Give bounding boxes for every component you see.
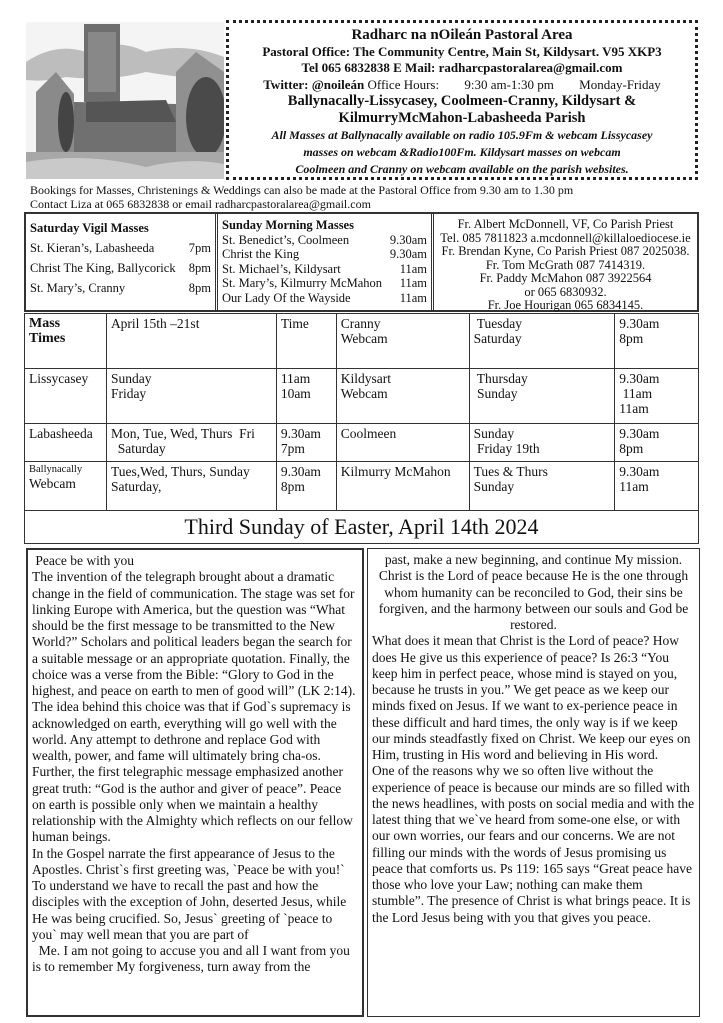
bookings-line-2: Contact Liza at 065 6832838 or email radharcpastoralarea@gmail.com (30, 197, 371, 211)
clergy-contacts-box (434, 214, 697, 310)
sunday-mass-item (222, 291, 427, 306)
bookings-line-1: Bookings for Masses, Christenings & Weddings can also be made at the Pastoral Office from 9.30 am to 1.30 pm (30, 183, 574, 197)
saturday-vigil-list (30, 238, 211, 298)
left-location-cell (25, 314, 107, 369)
mass-times (619, 371, 694, 416)
location-name-line: Coolmeen (340, 426, 397, 441)
mass-time: 11am (399, 290, 427, 305)
left-location-cell (25, 369, 107, 424)
left-location-cell (25, 424, 107, 462)
right-times-cell (615, 369, 699, 424)
sunday-mass-item (222, 247, 427, 262)
mass-days-line: Sunday (473, 386, 518, 401)
reflection-paragraph: The invention of the telegraph brought about a dramatic change in the field of communication. The stage was set for linking Europe with America, but the question was “What should be the first message to be transmitted to the New World?” Scholars and political leaders began the search for a suitable message or an appropriate quotation. Finally, the choice was a verse from the Bible: “Glory to God in the highest, and peace on earth to men of good will” (LK 2:14). The idea behind this choice was that if God`s supremacy is acknowledged on earth, everything will go well with the world. Any attempt to dethrone and replace God with wealth, power, and fame will ultimately bring cha-os. Further, the first telegraphic message emphasized another great truth: “God is the author and giver of peace”. Peace on earth is possible only when we maintain a healthy relationship with the Almighty which reflects on our fellow human beings. (32, 569, 359, 845)
church-name: St. Mary’s, Cranny (30, 281, 126, 295)
mass-times (619, 464, 694, 494)
clergy-line: Tel. 085 7811823 a.mcdonnell@killaloediocese.ie (440, 230, 691, 245)
location-name (341, 426, 465, 441)
location-name: Labasheeda (29, 426, 93, 441)
left-days-cell (106, 462, 276, 511)
mass-days-line: Tuesday (473, 316, 523, 331)
reflection-paragraph: One of the reasons why we so often live without the experience of peace is because our minds are so filled with the news headlines, with posts on social media and with the latest thing that we`ve heard from some-one else, or with our own worries, our fears and our concerns. We are not filling our minds with the words of Jesus promising us peace that comforts us. Ps 119: 165 says “Great peace have those who love your Law; nothing can make them stumble”. The presence of Christ is what brings peace. It is the Lord Jesus being with you that gives you peace. (372, 763, 695, 925)
pastoral-header (226, 20, 698, 180)
mass-times-line: 11am (280, 371, 311, 386)
right-times-cell (615, 462, 699, 511)
reflection-paragraph: What does it mean that Christ is the Lord of peace? How does He give us this experience of peace? Is 26:3 “You keep him in perfect peace, whose mind is stayed on you, because he trusts in you.” We get peace as we keep our minds fixed on Jesus. If we want to ex-perience peace in these difficult and hard times, the only way is if we keep our minds steadfastly fixed on Christ. We keep our eyes on Him, trusting in His word and believing in His word. (372, 633, 691, 762)
location-name (341, 371, 465, 401)
mass-time: 11am (399, 276, 427, 290)
church-name: Christ The King, Ballycorick (30, 261, 176, 275)
mass-times-row (25, 462, 699, 511)
mass-times-line: 10am (280, 386, 311, 401)
mass-times (281, 426, 332, 456)
right-days-cell (469, 462, 615, 511)
saturday-vigil-heading: Saturday Vigil Masses (30, 221, 149, 235)
sunday-mass-item (222, 276, 427, 291)
mass-days-line: Saturday (473, 331, 522, 346)
contact-line: Tel 065 6832838 E Mail: radharcpastoralarea@gmail.com (301, 60, 623, 75)
church-ruin-illustration (26, 22, 224, 179)
mass-time: 9.30am (389, 247, 427, 261)
right-days-cell (469, 424, 615, 462)
sunday-morning-box (218, 214, 434, 310)
mass-time: 11am (399, 261, 427, 276)
mass-days-line: Sunday (473, 479, 515, 494)
right-location-cell (336, 369, 469, 424)
right-location-cell (336, 462, 469, 511)
sunday-morning-heading: Sunday Morning Masses (222, 218, 354, 232)
mass-times-line: 11am (619, 386, 653, 401)
left-days-cell (106, 314, 276, 369)
left-times-cell (276, 369, 336, 424)
mass-days-line: Tues & Thurs (473, 464, 548, 479)
mass-days-line: Saturday (110, 441, 166, 456)
sunday-mass-item (222, 233, 427, 248)
location-name-line: Webcam (340, 386, 388, 401)
mass-days-line: Thursday (473, 371, 528, 386)
mass-days (474, 371, 611, 401)
clergy-line: Fr. Albert McDonnell, VF, Co Parish Priest (457, 217, 674, 231)
church-name: Christ the King (222, 247, 300, 261)
location-name: Lissycasey (29, 371, 89, 386)
mass-days (111, 371, 272, 401)
location-name-line: Kildysart (340, 371, 391, 386)
weekend-masses-panel (24, 212, 699, 312)
broadcast-line-3: Coolmeen and Cranny on webcam available on the parish websites. (295, 162, 629, 176)
mass-time: 8pm (188, 261, 211, 275)
saturday-vigil-box (26, 214, 218, 310)
sunday-morning-list (222, 233, 427, 306)
office-hours-time: 9:30 am-1:30 pm (464, 76, 554, 92)
left-times-cell (276, 462, 336, 511)
mass-times-heading-line: Times (29, 331, 66, 346)
mass-days (474, 316, 611, 346)
mass-days-line: Friday 19th (473, 441, 540, 456)
mass-times-line: 9.30am (280, 464, 321, 479)
location-name: Webcam (29, 476, 76, 491)
church-name: St. Mary’s, Kilmurry McMahon (222, 276, 383, 290)
mass-days (111, 426, 272, 456)
mass-times-table (24, 313, 699, 511)
reflection-paragraph: In the Gospel narrate the first appearance of Jesus to the Apostles. Christ`s first greeting was, `Peace be with you!` To understand we have to recall the past and how the disciples with the exception of John, deserted Jesus, while He was being crucified. So, Jesus` greeting of `peace to you` may well mean that you are part of (32, 845, 350, 942)
church-name: St. Michael’s, Kildysart (222, 261, 341, 276)
church-name: Our Lady Of the Wayside (222, 290, 351, 305)
mass-times-heading (29, 316, 102, 346)
date-range: April 15th –21st (110, 316, 200, 331)
broadcast-line-1: All Masses at Ballynacally available on radio 105.9Fm & webcam Lissycasey (271, 128, 653, 142)
mass-times-line: 8pm (280, 479, 305, 494)
location-name (341, 464, 465, 479)
reflection-paragraph: Peace be with you (32, 553, 134, 568)
mass-days-line: Mon, Tue, Wed, Thurs Fri (110, 426, 255, 441)
mass-days-line: Sunday (473, 426, 515, 441)
mass-times (281, 371, 332, 401)
saturday-mass-item (30, 258, 211, 278)
bookings-note (30, 183, 573, 211)
clergy-line: Fr. Joe Hourigan 065 6834145. (487, 298, 644, 312)
mass-times-line: 11am (619, 401, 649, 416)
mass-times-heading-line: Mass (29, 316, 61, 331)
right-days-cell (469, 314, 615, 369)
location-name-line: Webcam (340, 331, 388, 346)
right-times-cell (615, 424, 699, 462)
mass-times (619, 426, 694, 456)
saturday-mass-item (30, 278, 211, 298)
clergy-line: or 065 6830932. (524, 284, 607, 299)
church-name: St. Kieran’s, Labasheeda (30, 241, 155, 255)
mass-times-line: 9.30am (619, 371, 660, 386)
reflection-paragraph: Me. I am not going to accuse you and all I want from you is to remember My forgiveness, turn away from the (32, 943, 354, 975)
office-hours-line (229, 77, 695, 94)
reflection-paragraph-centered: past, make a new beginning, and continue My mission. Christ is the Lord of peace because He is the one through whom humanity can be reconciled to God, their sins be forgiven, and the harmony between our souls and God be restored. (378, 552, 689, 632)
mass-times-line: 11am (619, 479, 649, 494)
broadcast-line-2: masses on webcam &Radio100Fm. Kildysart masses on webcam (303, 145, 621, 159)
mass-time: 8pm (188, 281, 211, 295)
mass-times-line: 9.30am (280, 426, 321, 441)
left-location-cell (25, 462, 107, 511)
saturday-mass-item (30, 238, 211, 258)
mass-times (281, 464, 332, 494)
location-name (341, 316, 465, 346)
twitter-handle: Twitter: @noileán (263, 76, 365, 92)
right-days-cell (469, 369, 615, 424)
mass-days (111, 464, 272, 494)
mass-days-line: Friday (110, 386, 147, 401)
parish-line-1: Ballynacally-Lissycasey, Coolmeen-Cranny, Kildysart & (287, 93, 637, 109)
mass-times (619, 316, 694, 346)
mass-times-line: 9.30am (619, 464, 660, 479)
mass-days-line: Sunday (110, 371, 152, 386)
mass-days-line: Tues,Wed, Thurs, Sunday (110, 464, 250, 479)
mass-times-line: 8pm (619, 441, 644, 456)
left-times-cell (276, 424, 336, 462)
right-times-cell (615, 314, 699, 369)
mass-times-row (25, 314, 699, 369)
office-hours-label: Office Hours: (367, 76, 440, 92)
reflection-left-column (26, 548, 364, 1017)
church-ruin-image (26, 22, 224, 179)
liturgical-date-banner: Third Sunday of Easter, April 14th 2024 (24, 510, 699, 544)
left-days-cell (106, 424, 276, 462)
church-name: St. Benedict’s, Coolmeen (222, 232, 350, 247)
clergy-line: Fr. Brendan Kyne, Co Parish Priest 087 2025038. (441, 244, 690, 258)
mass-times-line: 9.30am (619, 426, 660, 441)
mass-times-row (25, 369, 699, 424)
clergy-line: Fr. Tom McGrath 087 7414319. (485, 257, 646, 272)
mass-time: 9.30am (389, 232, 427, 247)
time-header: Time (280, 316, 309, 331)
mass-time: 7pm (188, 241, 211, 255)
mass-times-row (25, 424, 699, 462)
mass-times-line: 8pm (619, 331, 644, 346)
office-address: Pastoral Office: The Community Centre, Main St, Kildysart. V95 XKP3 (262, 43, 662, 59)
location-label-small: Ballynacally (29, 464, 83, 475)
left-days-cell (106, 369, 276, 424)
right-location-cell (336, 424, 469, 462)
parish-line-2: KilmurryMcMahon-Labasheeda Parish (338, 110, 586, 126)
location-name-line: Cranny (340, 316, 381, 331)
pastoral-area-title: Radharc na nOileán Pastoral Area (351, 27, 573, 43)
mass-times-line: 7pm (280, 441, 305, 456)
location-name-line: Kilmurry McMahon (340, 464, 451, 479)
clergy-line: Fr. Paddy McMahon 087 3922564 (479, 271, 652, 285)
mass-days-line: Saturday, (110, 479, 162, 494)
left-times-cell (276, 314, 336, 369)
office-hours-days: Monday-Friday (579, 76, 661, 92)
right-location-cell (336, 314, 469, 369)
sunday-mass-item (222, 262, 427, 277)
mass-days (474, 464, 611, 494)
mass-days (474, 426, 611, 456)
mass-times-line: 9.30am (619, 316, 660, 331)
reflection-right-column (367, 548, 700, 1017)
